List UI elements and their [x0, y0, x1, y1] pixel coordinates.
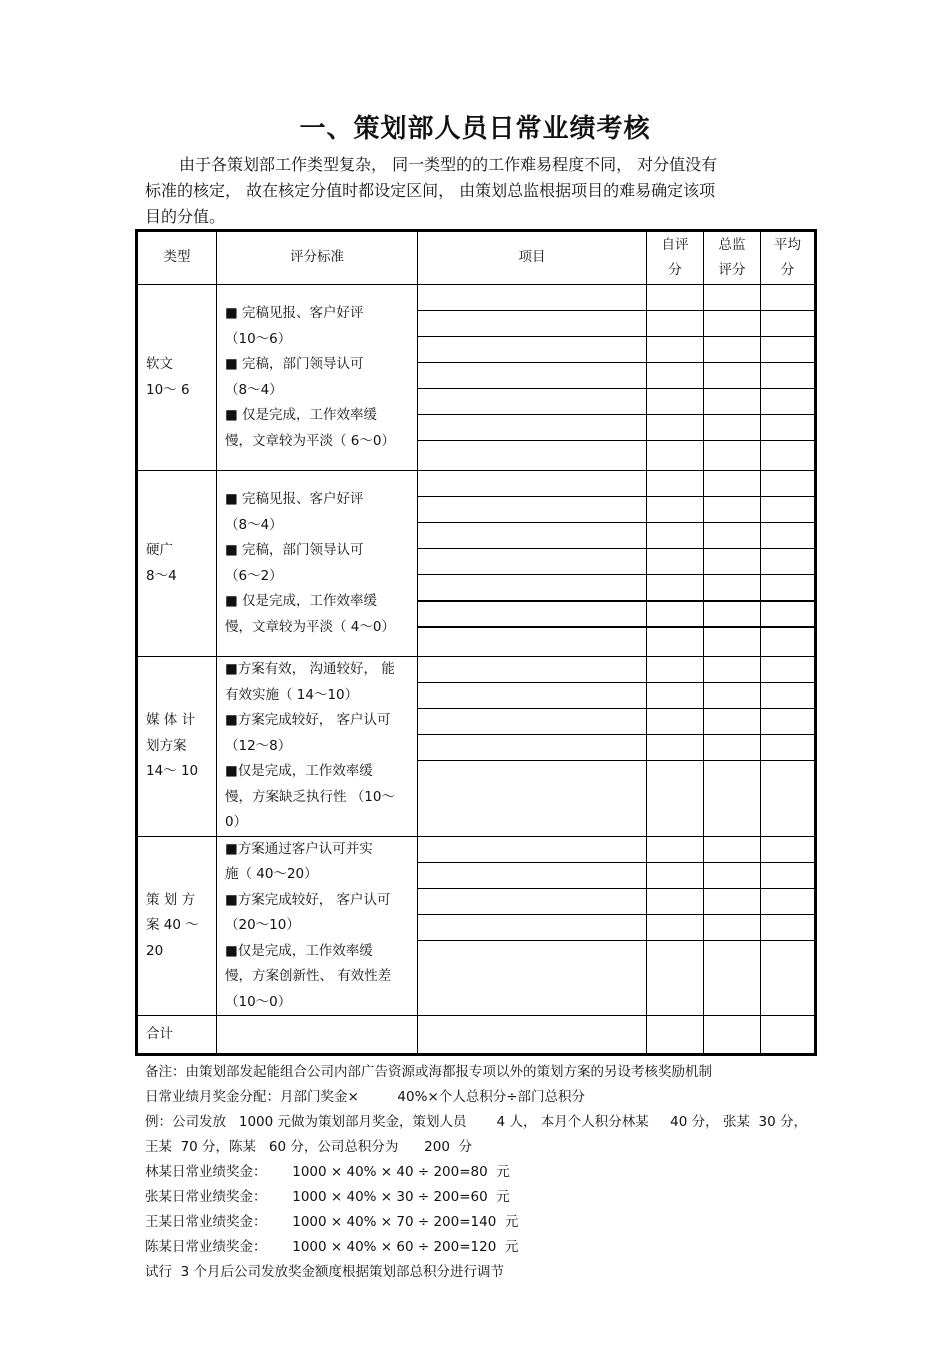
total-self-score-cell[interactable]: [647, 1016, 704, 1055]
project-cell[interactable]: [418, 657, 647, 683]
total-criteria-cell[interactable]: [217, 1016, 418, 1055]
criteria-cell-planning-scheme: ■方案通过客户认可并实 施（ 40～20） ■方案完成较好， 客户认可 （20～10） ■仅是完成，工作效率缓 慢，方案创新性、 有效性差 （10～0）: [217, 836, 418, 1016]
project-cell[interactable]: [418, 914, 647, 940]
director-score-cell[interactable]: [704, 389, 761, 415]
director-score-cell[interactable]: [704, 940, 761, 1015]
self-score-cell[interactable]: [647, 683, 704, 709]
average-score-cell[interactable]: [761, 549, 816, 575]
intro-line: 由于各策划部工作类型复杂， 同一类型的的工作难易程度不同， 对分值没有: [179, 155, 718, 174]
intro-line: 标准的核定， 故在核定分值时都设定区间， 由策划总监根据项目的难易确定该项: [145, 181, 716, 200]
project-cell[interactable]: [418, 862, 647, 888]
header-average-score: 平均 分: [761, 231, 816, 285]
average-score-cell[interactable]: [761, 709, 816, 735]
director-score-cell[interactable]: [704, 523, 761, 549]
director-score-cell[interactable]: [704, 862, 761, 888]
header-type: 类型: [137, 231, 217, 285]
average-score-cell[interactable]: [761, 441, 816, 471]
total-row: [137, 1016, 816, 1055]
average-score-cell[interactable]: [761, 761, 816, 836]
self-score-cell[interactable]: [647, 657, 704, 683]
project-cell[interactable]: [418, 940, 647, 1015]
average-score-cell[interactable]: [761, 285, 816, 311]
project-cell[interactable]: [418, 523, 647, 549]
director-score-cell[interactable]: [704, 709, 761, 735]
note-trial: 试行 3 个月后公司发放奖金额度根据策划部总积分进行调节: [145, 1264, 504, 1280]
total-project-cell[interactable]: [418, 1016, 647, 1055]
self-score-cell[interactable]: [647, 627, 704, 657]
project-cell[interactable]: [418, 497, 647, 523]
self-score-cell[interactable]: [647, 497, 704, 523]
project-cell[interactable]: [418, 389, 647, 415]
project-cell[interactable]: [418, 601, 647, 627]
assessment-table: [135, 229, 817, 1056]
average-score-cell[interactable]: [761, 575, 816, 601]
header-project: 项目: [418, 231, 647, 285]
project-cell[interactable]: [418, 683, 647, 709]
self-score-cell[interactable]: [647, 311, 704, 337]
director-score-cell[interactable]: [704, 363, 761, 389]
project-cell[interactable]: [418, 415, 647, 441]
average-score-cell[interactable]: [761, 862, 816, 888]
average-score-cell[interactable]: [761, 627, 816, 657]
director-score-cell[interactable]: [704, 888, 761, 914]
self-score-cell[interactable]: [647, 415, 704, 441]
self-score-cell[interactable]: [647, 709, 704, 735]
director-score-cell[interactable]: [704, 627, 761, 657]
type-cell-media-plan: 媒 体 计 划方案 14～ 10: [137, 657, 217, 837]
average-score-cell[interactable]: [761, 415, 816, 441]
director-score-cell[interactable]: [704, 575, 761, 601]
self-score-cell[interactable]: [647, 441, 704, 471]
project-cell[interactable]: [418, 441, 647, 471]
type-cell-planning-scheme: 策 划 方 案 40 ～ 20: [137, 836, 217, 1016]
criteria-cell-soft-article: ■ 完稿见报、客户好评 （10～6） ■ 完稿，部门领导认可 （8～4） ■ 仅是完成，工作效率缓 慢，文章较为平淡（ 6～0）: [217, 285, 418, 471]
project-cell[interactable]: [418, 337, 647, 363]
director-score-cell[interactable]: [704, 497, 761, 523]
notes-section: [145, 1060, 825, 1285]
total-label: 合计: [137, 1016, 217, 1055]
director-score-cell[interactable]: [704, 761, 761, 836]
note-bonus-wang: 王某日常业绩奖金： 1000 × 40% × 70 ÷ 200=140 元: [145, 1214, 519, 1230]
project-cell[interactable]: [418, 761, 647, 836]
project-cell[interactable]: [418, 311, 647, 337]
average-score-cell[interactable]: [761, 389, 816, 415]
project-cell[interactable]: [418, 363, 647, 389]
self-score-cell[interactable]: [647, 888, 704, 914]
director-score-cell[interactable]: [704, 657, 761, 683]
director-score-cell[interactable]: [704, 415, 761, 441]
average-score-cell[interactable]: [761, 337, 816, 363]
note-bonus-lin: 林某日常业绩奖金： 1000 × 40% × 40 ÷ 200=80 元: [145, 1164, 510, 1180]
note-example-cont: 王某 70 分，陈某 60 分，公司总积分为 200 分: [145, 1139, 472, 1155]
self-score-cell[interactable]: [647, 471, 704, 497]
table-row: [137, 657, 816, 683]
note-bonus-chen: 陈某日常业绩奖金： 1000 × 40% × 60 ÷ 200=120 元: [145, 1239, 519, 1255]
director-score-cell[interactable]: [704, 549, 761, 575]
table-row: [137, 285, 816, 311]
project-cell[interactable]: [418, 285, 647, 311]
average-score-cell[interactable]: [761, 523, 816, 549]
total-average-score-cell[interactable]: [761, 1016, 816, 1055]
average-score-cell[interactable]: [761, 657, 816, 683]
note-remark: 备注：由策划部发起能组合公司内部广告资源或海都报专项以外的策划方案的另设考核奖励机制: [145, 1064, 712, 1080]
director-score-cell[interactable]: [704, 337, 761, 363]
project-cell[interactable]: [418, 549, 647, 575]
type-cell-hard-ad: 硬广 8～4: [137, 471, 217, 657]
average-score-cell[interactable]: [761, 914, 816, 940]
intro-paragraph: [145, 152, 810, 230]
note-example: 例：公司发放 1000 元做为策划部月奖金，策划人员 4 人， 本月个人积分林某 40 分， 张某 30 分，: [145, 1114, 807, 1130]
self-score-cell[interactable]: [647, 735, 704, 761]
table-row: [137, 836, 816, 862]
self-score-cell[interactable]: [647, 549, 704, 575]
average-score-cell[interactable]: [761, 940, 816, 1015]
average-score-cell[interactable]: [761, 888, 816, 914]
note-bonus-formula: 日常业绩月奖金分配：月部门奖金× 40%×个人总积分÷部门总积分: [145, 1089, 586, 1105]
note-bonus-zhang: 张某日常业绩奖金： 1000 × 40% × 30 ÷ 200=60 元: [145, 1189, 510, 1205]
project-cell[interactable]: [418, 575, 647, 601]
type-cell-soft-article: 软文 10～ 6: [137, 285, 217, 471]
project-cell[interactable]: [418, 471, 647, 497]
director-score-cell[interactable]: [704, 914, 761, 940]
average-score-cell[interactable]: [761, 311, 816, 337]
intro-line: 目的分值。: [145, 207, 226, 226]
average-score-cell[interactable]: [761, 836, 816, 862]
self-score-cell[interactable]: [647, 363, 704, 389]
header-self-score: 自评 分: [647, 231, 704, 285]
director-score-cell[interactable]: [704, 311, 761, 337]
self-score-cell[interactable]: [647, 389, 704, 415]
self-score-cell[interactable]: [647, 914, 704, 940]
average-score-cell[interactable]: [761, 497, 816, 523]
average-score-cell[interactable]: [761, 735, 816, 761]
project-cell[interactable]: [418, 709, 647, 735]
self-score-cell[interactable]: [647, 836, 704, 862]
self-score-cell[interactable]: [647, 523, 704, 549]
director-score-cell[interactable]: [704, 285, 761, 311]
self-score-cell[interactable]: [647, 761, 704, 836]
self-score-cell[interactable]: [647, 601, 704, 627]
table-row: [137, 471, 816, 497]
header-row: [137, 231, 816, 285]
project-cell[interactable]: [418, 836, 647, 862]
average-score-cell[interactable]: [761, 601, 816, 627]
header-director-score: 总监 评分: [704, 231, 761, 285]
director-score-cell[interactable]: [704, 836, 761, 862]
criteria-cell-hard-ad: ■ 完稿见报、客户好评 （8～4） ■ 完稿，部门领导认可 （6～2） ■ 仅是完成，工作效率缓 慢，文章较为平淡（ 4～0）: [217, 471, 418, 657]
director-score-cell[interactable]: [704, 601, 761, 627]
director-score-cell[interactable]: [704, 441, 761, 471]
director-score-cell[interactable]: [704, 471, 761, 497]
average-score-cell[interactable]: [761, 363, 816, 389]
self-score-cell[interactable]: [647, 285, 704, 311]
average-score-cell[interactable]: [761, 683, 816, 709]
document-title: 一、策划部人员日常业绩考核: [299, 114, 651, 144]
average-score-cell[interactable]: [761, 471, 816, 497]
criteria-cell-media-plan: ■方案有效， 沟通较好， 能 有效实施（ 14～10） ■方案完成较好， 客户认可 （12～8） ■仅是完成，工作效率缓 慢，方案缺乏执行性 （10～ 0）: [217, 657, 418, 837]
self-score-cell[interactable]: [647, 862, 704, 888]
project-cell[interactable]: [418, 627, 647, 657]
project-cell[interactable]: [418, 735, 647, 761]
total-director-score-cell[interactable]: [704, 1016, 761, 1055]
self-score-cell[interactable]: [647, 337, 704, 363]
project-cell[interactable]: [418, 888, 647, 914]
director-score-cell[interactable]: [704, 683, 761, 709]
header-criteria: 评分标准: [217, 231, 418, 285]
director-score-cell[interactable]: [704, 735, 761, 761]
self-score-cell[interactable]: [647, 940, 704, 1015]
self-score-cell[interactable]: [647, 575, 704, 601]
